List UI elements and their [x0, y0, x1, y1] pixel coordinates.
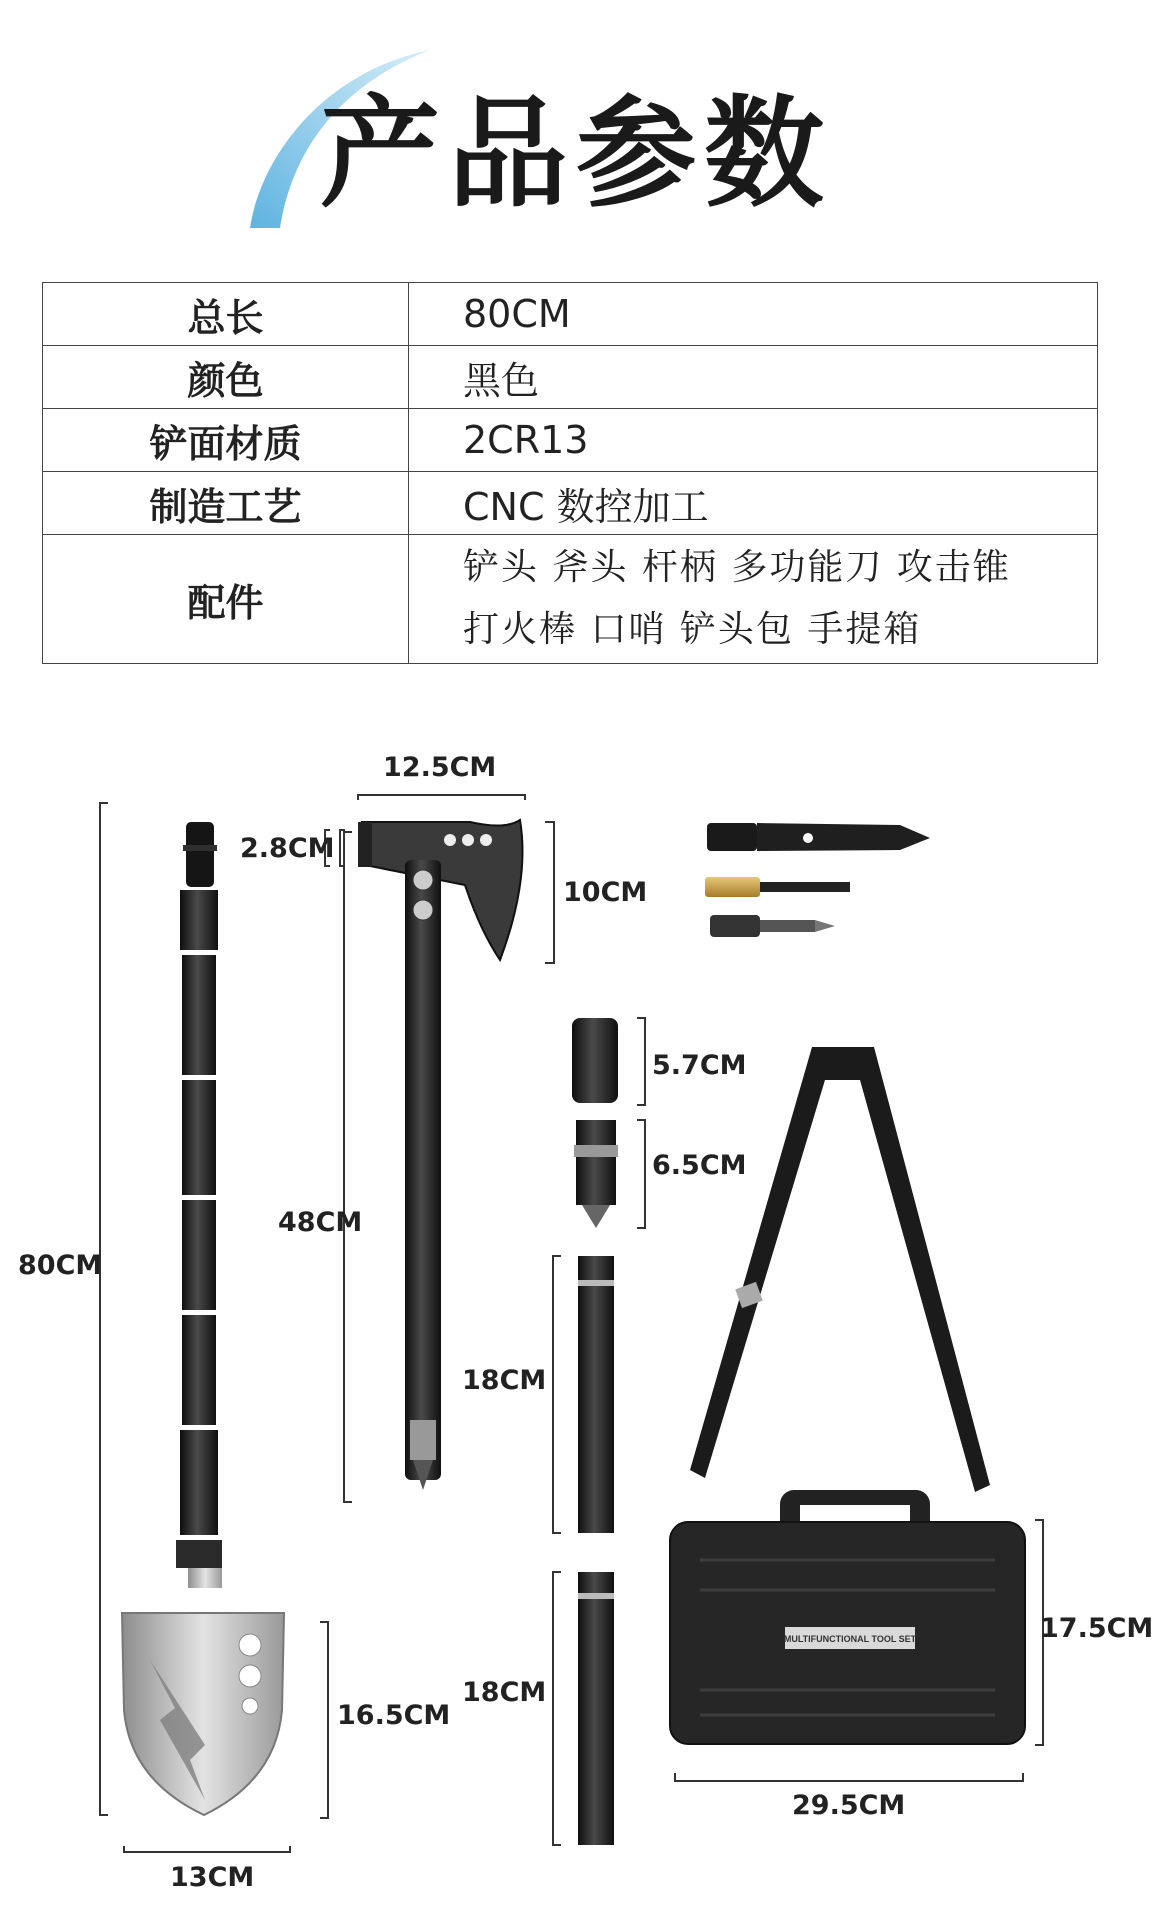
spec-value: CNC 数控加工	[409, 472, 1098, 535]
dim-blade-width: 13CM	[170, 1862, 255, 1893]
dim-blade-height: 16.5CM	[337, 1700, 451, 1731]
spec-row-accessories	[43, 535, 1098, 664]
dim-axe-head-thickness: 2.8CM	[240, 833, 335, 864]
cap-segment	[572, 1018, 618, 1103]
spec-label: 制造工艺	[43, 472, 409, 535]
dim-handle-length: 48CM	[278, 1207, 363, 1238]
spec-value: 黑色	[409, 346, 1098, 409]
dim-case-width: 29.5CM	[792, 1790, 906, 1821]
header	[0, 0, 1140, 260]
spec-label: 配件	[43, 535, 409, 664]
spike-segment	[574, 1120, 618, 1228]
spec-label: 铲面材质	[43, 409, 409, 472]
accessories-line-1: 铲头 斧头 杆柄 多功能刀 攻击锥	[463, 547, 1011, 588]
spec-row	[43, 409, 1098, 472]
multi-knife	[707, 823, 930, 851]
spec-row	[43, 472, 1098, 535]
accessories-line-2: 打火棒 口哨 铲头包 手提箱	[463, 609, 922, 650]
dim-axe-handle-section: 18CM	[462, 1365, 547, 1396]
dim-axe-width: 12.5CM	[383, 752, 497, 783]
spec-value: 2CR13	[409, 409, 1098, 472]
spec-value: 80CM	[409, 283, 1098, 346]
spec-label: 总长	[43, 283, 409, 346]
dim-axe-head-height: 10CM	[563, 877, 648, 908]
rod-segment-2	[578, 1572, 614, 1845]
fire-starter	[705, 877, 850, 897]
spec-table	[42, 282, 1098, 664]
dim-rod-2: 18CM	[462, 1677, 547, 1708]
rod-segment-1	[578, 1256, 614, 1533]
dim-total-length: 80CM	[18, 1250, 103, 1281]
dim-spike-length: 6.5CM	[652, 1150, 747, 1181]
case-label: MULTIFUNCTIONAL TOOL SET	[783, 1634, 917, 1644]
accessories-list	[409, 535, 1098, 664]
spike-bit	[710, 915, 835, 937]
spec-row	[43, 346, 1098, 409]
spec-row	[43, 283, 1098, 346]
shovel	[122, 822, 284, 1815]
dim-case-height: 17.5CM	[1040, 1613, 1153, 1644]
page-title: 产品参数	[320, 85, 832, 224]
dim-cap-length: 5.7CM	[652, 1050, 747, 1081]
spec-label: 颜色	[43, 346, 409, 409]
